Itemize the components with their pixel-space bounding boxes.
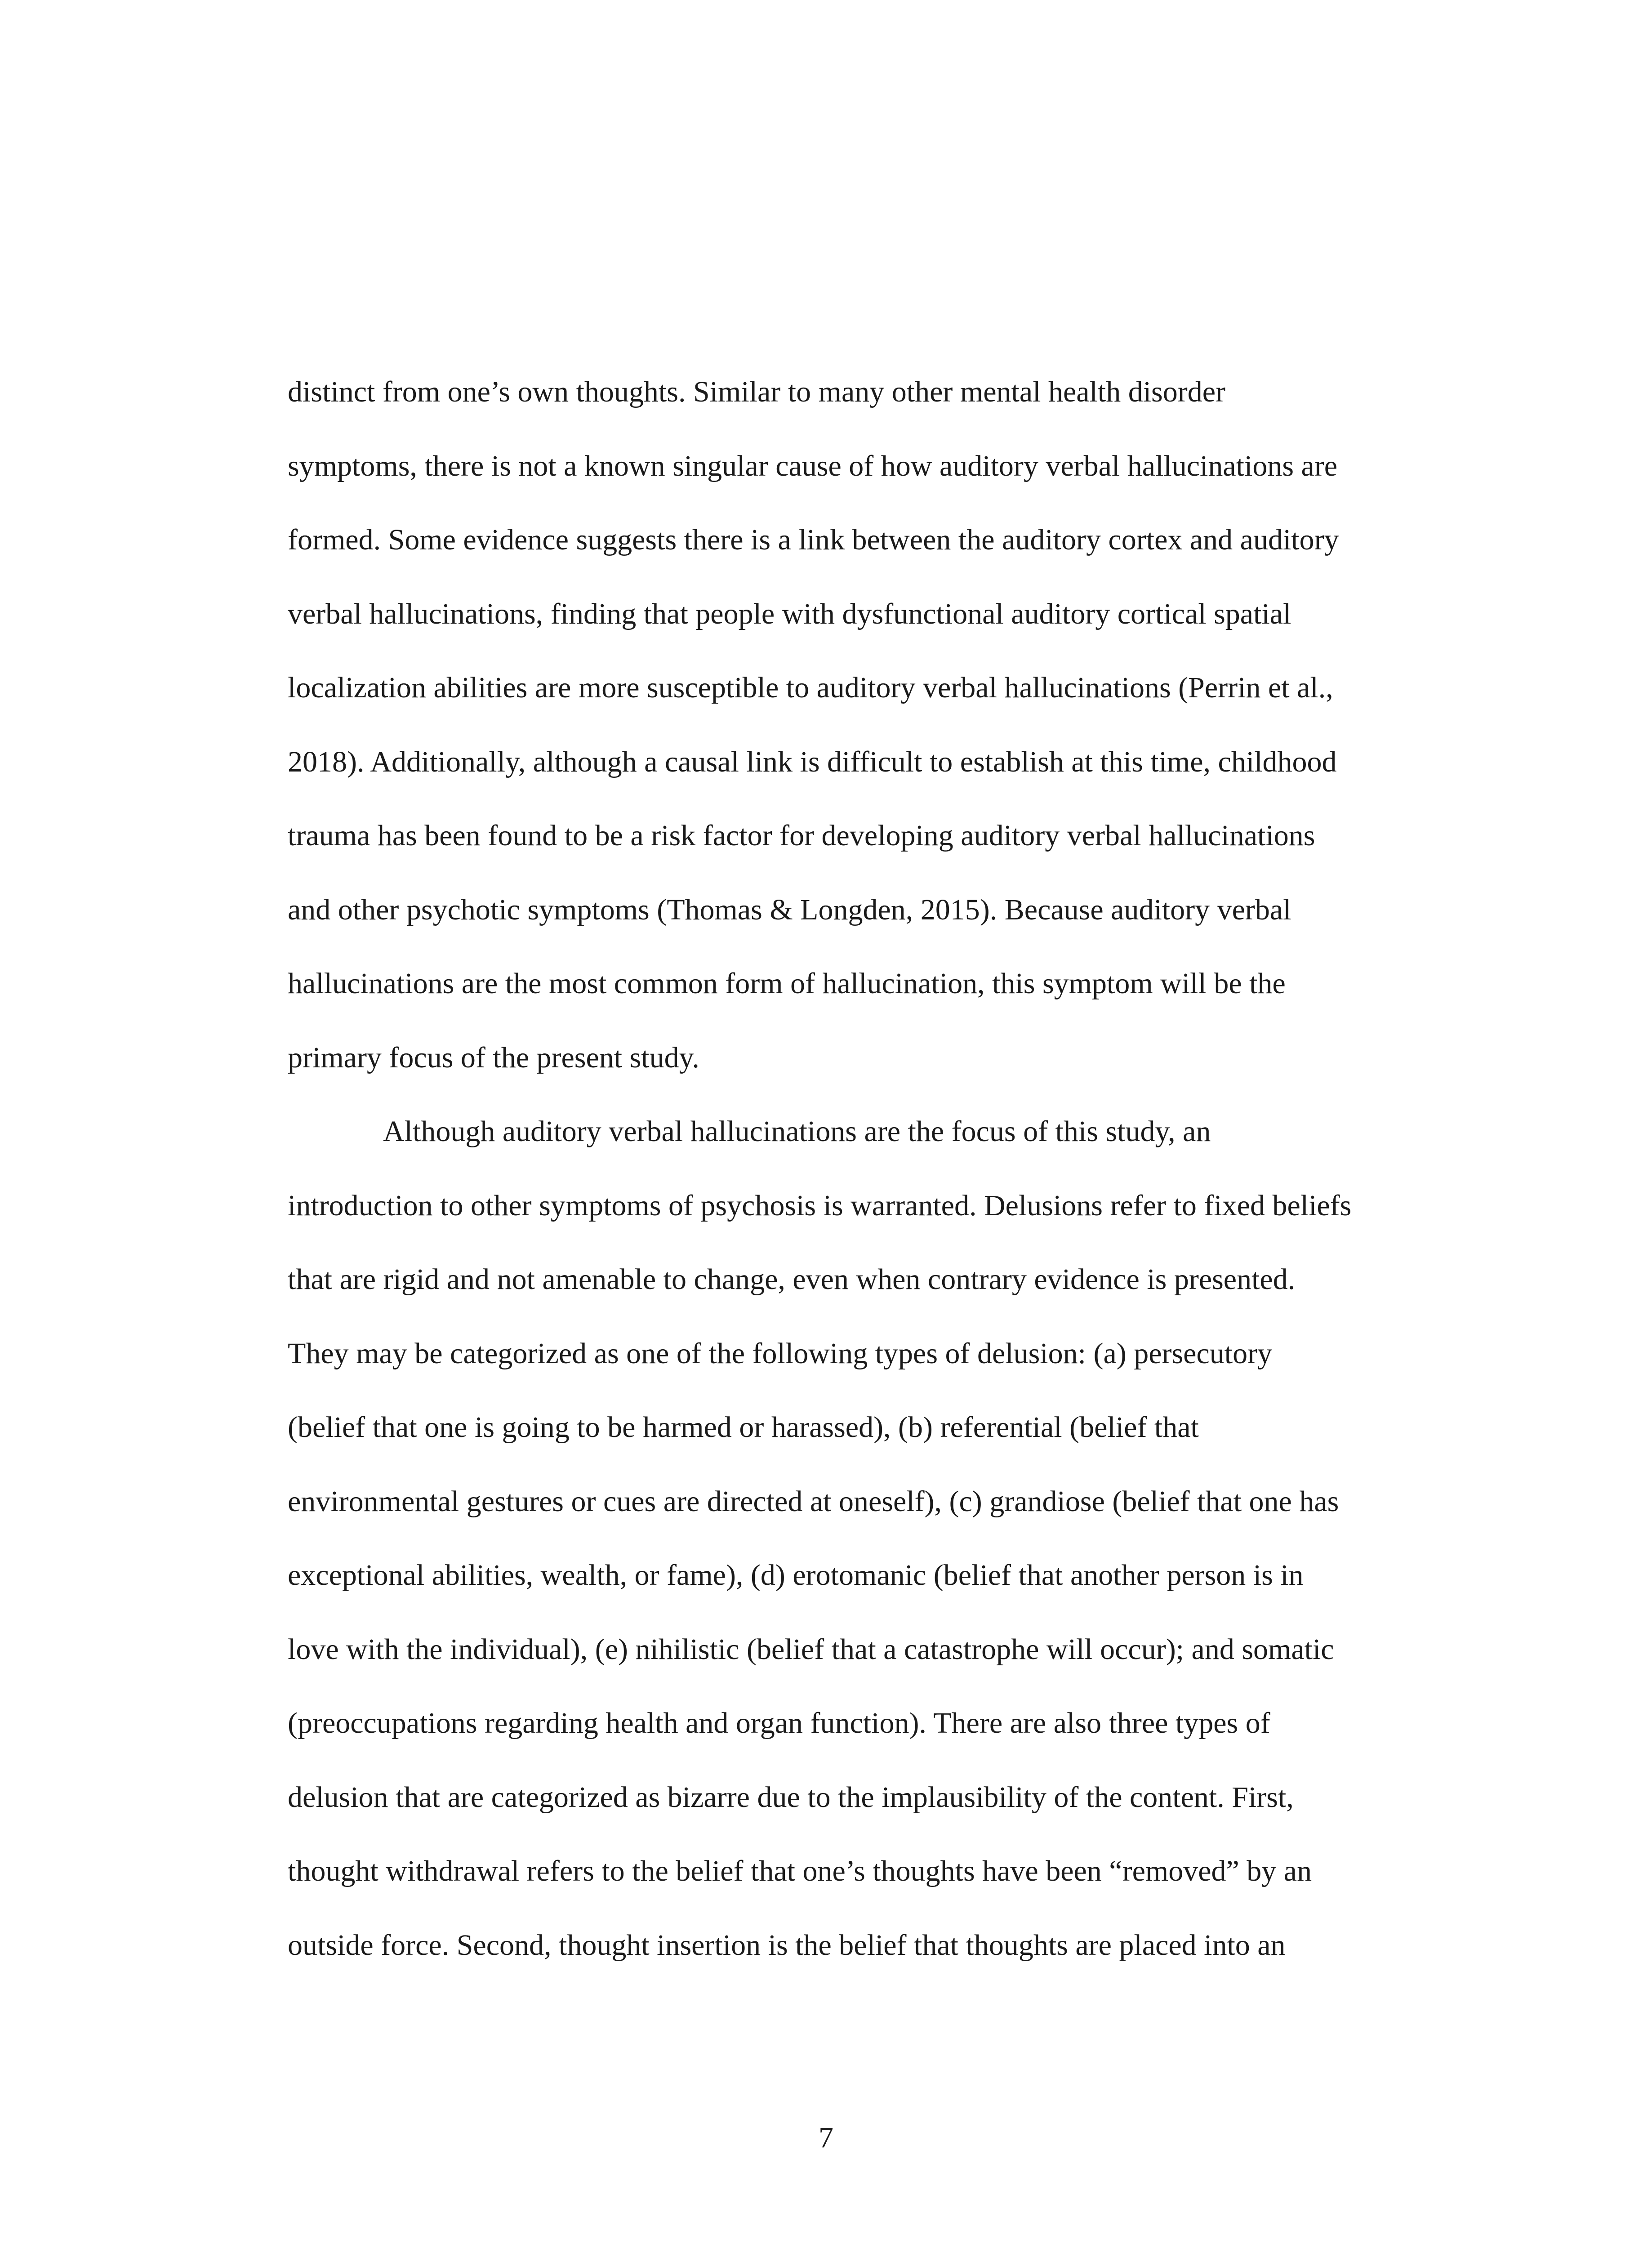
- text-line: exceptional abilities, wealth, or fame), (d) erotomanic (belief that another person is in: [288, 1559, 1304, 1592]
- text-line: (belief that one is going to be harmed or harassed), (b) referential (belief that: [288, 1411, 1199, 1444]
- text-line: and other psychotic symptoms (Thomas & Longden, 2015). Because auditory verbal: [288, 893, 1291, 926]
- text-line: distinct from one’s own thoughts. Similar to many other mental health disorder: [288, 375, 1225, 408]
- paragraph-first-line: Although auditory verbal hallucinations are the focus of this study, an: [383, 1115, 1211, 1148]
- text-line: love with the individual), (e) nihilistic (belief that a catastrophe will occur); and somatic: [288, 1632, 1334, 1666]
- text-line: symptoms, there is not a known singular cause of how auditory verbal hallucinations are: [288, 449, 1338, 482]
- text-line: 2018). Additionally, although a causal link is difficult to establish at this time, childhood: [288, 745, 1337, 778]
- text-line: verbal hallucinations, finding that people with dysfunctional auditory cortical spatial: [288, 597, 1291, 630]
- text-line: delusion that are categorized as bizarre due to the implausibility of the content. First,: [288, 1780, 1294, 1814]
- page-number: 7: [819, 2121, 833, 2154]
- text-line: (preoccupations regarding health and organ function). There are also three types of: [288, 1707, 1270, 1740]
- text-line: thought withdrawal refers to the belief that one’s thoughts have been “removed” by an: [288, 1855, 1312, 1887]
- text-line: hallucinations are the most common form of hallucination, this symptom will be the: [288, 967, 1286, 1000]
- text-line: that are rigid and not amenable to change, even when contrary evidence is presented.: [288, 1263, 1296, 1296]
- text-line: They may be categorized as one of the following types of delusion: (a) persecutory: [288, 1337, 1273, 1370]
- text-line: trauma has been found to be a risk factor for developing auditory verbal hallucinations: [288, 819, 1315, 852]
- text-line: introduction to other symptoms of psychosis is warranted. Delusions refer to fixed beliefs: [288, 1189, 1352, 1222]
- text-line: outside force. Second, thought insertion is the belief that thoughts are placed into an: [288, 1928, 1286, 1962]
- text-line: formed. Some evidence suggests there is a link between the auditory cortex and auditory: [288, 523, 1339, 556]
- text-line: localization abilities are more susceptible to auditory verbal hallucinations (Perrin et al.,: [288, 671, 1333, 704]
- body-text: [288, 355, 1452, 1982]
- text-line: environmental gestures or cues are directed at oneself), (c) grandiose (belief that one has: [288, 1485, 1339, 1518]
- text-line: primary focus of the present study.: [288, 1041, 699, 1074]
